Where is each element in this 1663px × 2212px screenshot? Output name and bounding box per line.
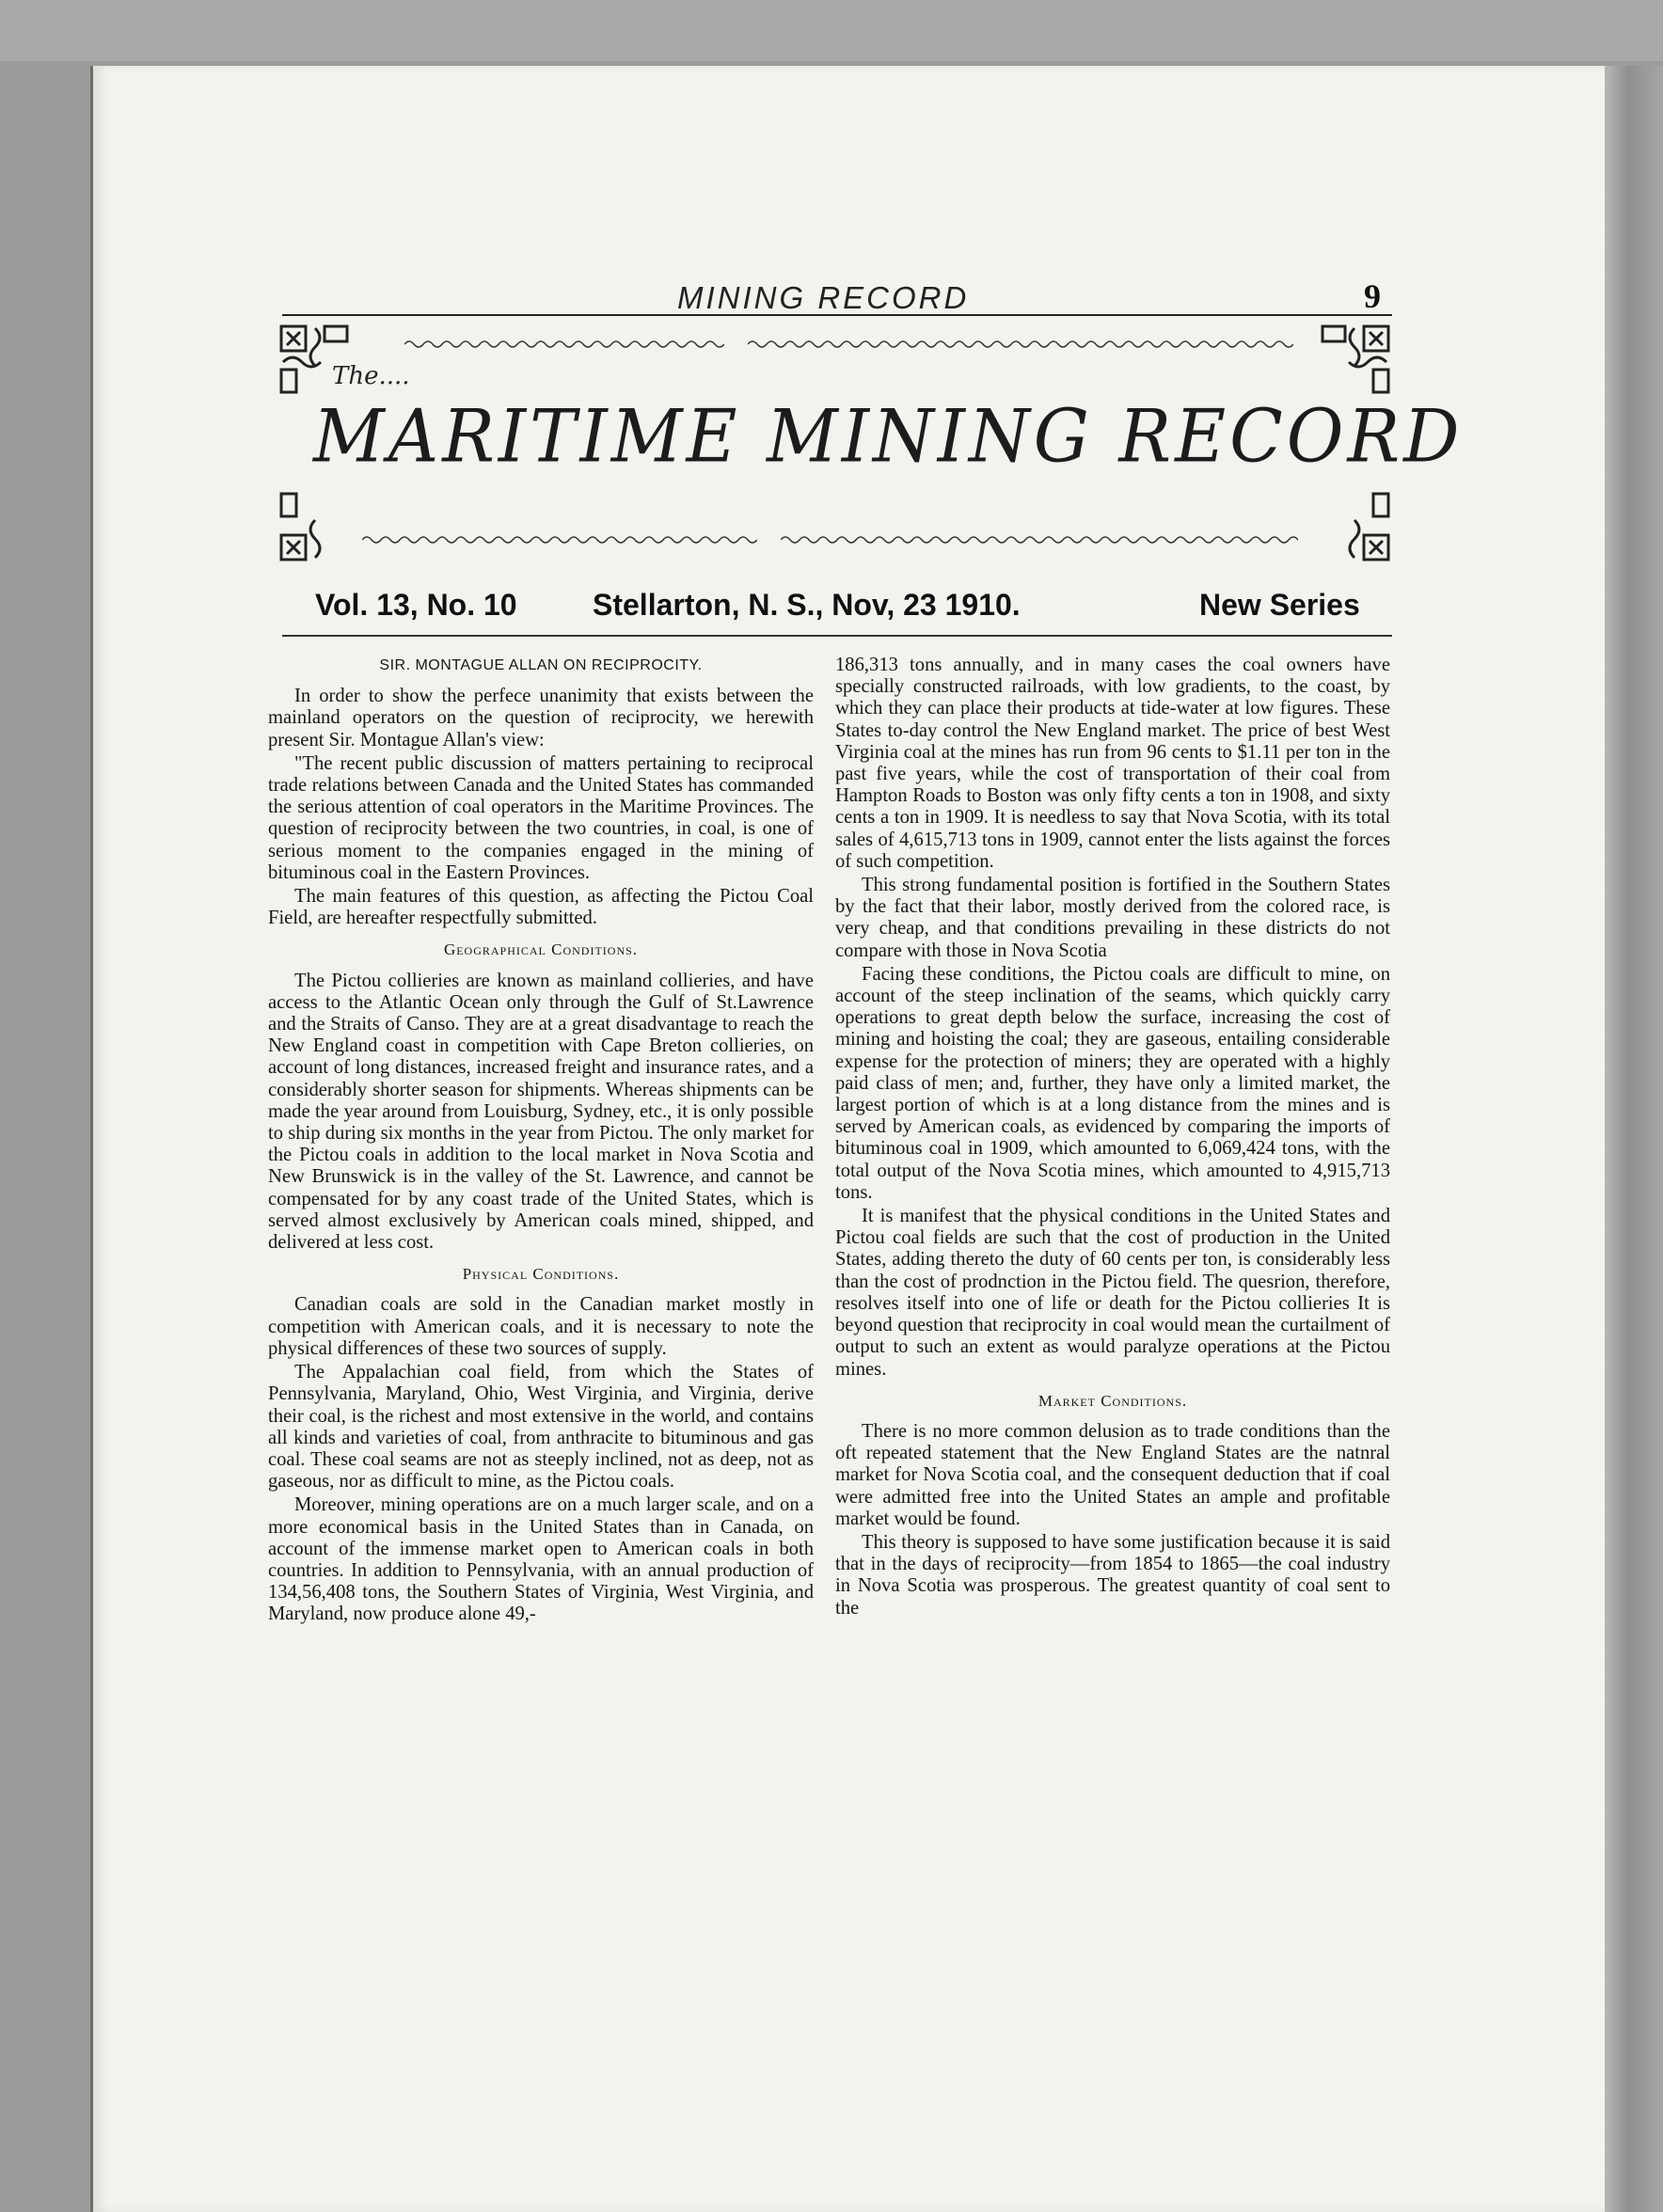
article-title: SIR. MONTAGUE ALLAN ON RECIPROCITY. bbox=[379, 657, 703, 673]
column-left bbox=[268, 655, 814, 1628]
geographical-paragraphs bbox=[268, 971, 814, 1255]
masthead-title: MARITIME MINING RECORD bbox=[313, 393, 1464, 480]
running-header bbox=[282, 277, 1392, 316]
decorative-rule bbox=[748, 338, 1293, 351]
column-right bbox=[835, 655, 1390, 1621]
series-label: New Series bbox=[1199, 588, 1360, 622]
paragraph: Canadian coals are sold in the Canadian market mostly in competition with American coals, and it is necessary to note the physical differences of these two sources of supply. bbox=[268, 1294, 814, 1359]
masthead-prefix: The.... bbox=[332, 362, 410, 390]
issue-line bbox=[282, 588, 1392, 635]
issue-rule bbox=[282, 635, 1392, 637]
masthead bbox=[277, 323, 1464, 572]
decorative-rule bbox=[404, 338, 724, 351]
paragraph: Facing these conditions, the Pictou coals are difficult to mine, on account of the steep inclination of the seams, which quickly carry operations to great depth below the surface, increasing the cost of mining and hoisting the coal; they are gaseous, entailing considerable expense for the protection of miners; they are operated with a highly paid class of men; and, further, they have only a limited market, the largest portion of which is at a long distance from the mines and is served by American coals, as evidenced by comparing the imports of bituminous coal in 1909, which amounted to 6,069,424 tons, with the total output of the Nova Scotia mines, which amounted to 4,915,713 tons. bbox=[835, 963, 1390, 1203]
section-heading-physical: Physical Conditions. bbox=[462, 1265, 620, 1284]
decorative-rule bbox=[781, 533, 1298, 546]
page-number: 9 bbox=[1364, 277, 1381, 315]
paragraph: This strong fundamental position is fortified in the Southern States by the fact that their labor, mostly derived from the colored race, is very cheap, and that conditions prevailing in these districts do not compare with those in Nova Scotia bbox=[835, 875, 1390, 961]
right-paragraphs bbox=[835, 655, 1390, 1381]
paragraph: Moreover, mining operations are on a much larger scale, and on a more economical basis in the United States than in Canada, on account of the immense market open to American coals in both countries. In addition to Pennsylvania, with an annual production of 134,56,408 tons, the Southern States of Virginia, West Virginia, and Maryland, now produce alone 49,- bbox=[268, 1494, 814, 1625]
corner-ornament-icon bbox=[1319, 323, 1392, 396]
decorative-rule bbox=[362, 533, 757, 546]
paragraph: There is no more common delusion as to trade conditions than the oft repeated statement that the New England States are the natnral market for Nova Scotia coal, and the consequent deduction that if coal were admitted free into the United States an ample and profitable market would be found. bbox=[835, 1420, 1390, 1529]
running-title: MINING RECORD bbox=[677, 280, 970, 315]
intro-paragraphs bbox=[268, 686, 814, 929]
paragraph: 186,313 tons annually, and in many cases the coal owners have specially constructed railroads, with low gradients, to the coast, by which they can place their products at tide-water at low figures. These States to-day control the New England market. The price of best West Virginia coal at the mines has run from 96 cents to $1.11 per ton in the past five years, while the cost of transportation of their coal from Hampton Roads to Boston was only fifty cents a ton in 1908, and sixty cents a ton in 1909. It is needless to say that Nova Scotia, with its total sales of 4,615,713 tons in 1909, cannot enter the lists against the forces of such competition. bbox=[835, 655, 1390, 872]
corner-ornament-icon bbox=[1319, 490, 1392, 563]
section-heading-market: Market Conditions. bbox=[1037, 1391, 1188, 1410]
paragraph: It is manifest that the physical conditions in the United States and Pictou coal fields are such that the cost of production in the United States, adding thereto the duty of 60 cents per ton, is considerably less than the cost of prodnction in the Pictou field. The quesrion, therefore, resolves itself into one of life or death for the Pictou collieries It is beyond question that reciprocity in coal would mean the curtailment of output to such an extent as would paralyze operations at the Pictou mines. bbox=[835, 1206, 1390, 1380]
paragraph: The main features of this question, as affecting the Pictou Coal Field, are hereafter respectfully submitted. bbox=[268, 886, 814, 929]
corner-ornament-icon bbox=[277, 490, 351, 563]
paragraph: In order to show the perfece unanimity that exists between the mainland operators on the question of reciprocity, we herewith present Sir. Montague Allan's view: bbox=[268, 686, 814, 750]
paragraph: The Pictou collieries are known as mainland collieries, and have access to the Atlantic Ocean only through the Gulf of St.Lawrence and the Straits of Canso. They are at a great disadvantage to reach the New England coast in competition with Cape Breton collieries, on account of long distances, increased freight and insurance rates, and a considerably shorter season for shipments. Whereas shipments can be made the year around from Louisburg, Sydney, etc., it is only possible to ship during six months in the year from Pictou. The only market for the Pictou coals in addition to the local market in Nova Scotia and New Brunswick is in the valley of the St. Lawrence, and cannot be compensated for by any coast trade of the United States, which is served almost exclusively by American coals mined, shipped, and delivered at less cost. bbox=[268, 970, 814, 1254]
physical-paragraphs bbox=[268, 1294, 814, 1625]
paragraph: This theory is supposed to have some justification because it is said that in the days of reciprocity—from 1854 to 1865—the coal industry in Nova Scotia was prosperous. The greatest quantity of coal sent to the bbox=[835, 1531, 1390, 1619]
place-date: Stellarton, N. S., Nov, 23 1910. bbox=[593, 588, 1021, 622]
market-paragraphs bbox=[835, 1421, 1390, 1620]
paragraph: "The recent public discussion of matters pertaining to reciprocal trade relations between Canada and the United States has commanded the serious attention of coal operators in the Maritime Provinces. The question of reciprocity between the two countries, in coal, is one of serious moment to the companies engaged in the mining of bituminous coal in the Eastern Provinces. bbox=[268, 752, 814, 883]
volume-number: Vol. 13, No. 10 bbox=[315, 588, 517, 622]
section-heading-geographical: Geographical Conditions. bbox=[443, 940, 639, 959]
page-fold-edge bbox=[1605, 66, 1663, 2212]
paragraph: The Appalachian coal field, from which the States of Pennsylvania, Maryland, Ohio, West Virginia, and Virginia, derive their coal, is the richest and most extensive in the world, and contains all kinds and varieties of coal, from anthracite to bituminous and gas coal. These coal seams are not as steeply inclined, not as deep, not as gaseous, nor as difficult to mine, as the Pictou coals. bbox=[268, 1362, 814, 1493]
scan-background bbox=[0, 0, 1663, 61]
